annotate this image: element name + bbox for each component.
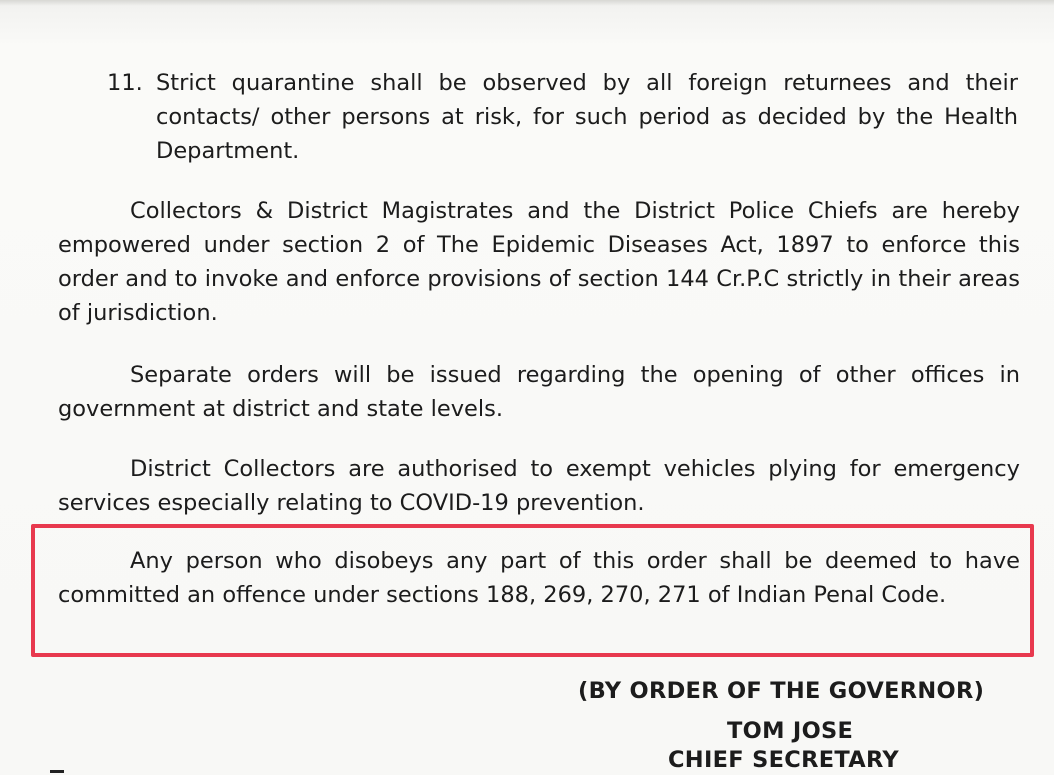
page-mark — [50, 770, 64, 773]
highlight-box — [31, 524, 1034, 657]
item-number: 11. — [107, 70, 143, 96]
signature-title: CHIEF SECRETARY — [668, 747, 899, 773]
paragraph-separate-orders: Separate orders will be issued regarding the opening of other offices in government at district and state levels. — [58, 362, 1020, 422]
page-top-edge — [0, 0, 1054, 6]
signature-name: TOM JOSE — [727, 718, 854, 744]
paragraph-enforcement: Collectors & District Magistrates and the District Police Chiefs are hereby empowered under section 2 of The Epidemic Diseases Act, 1897 to enforce this order and to invoke and enforce provisions of section 144 Cr.P.C strictly in their areas of jurisdiction. — [58, 198, 1020, 326]
signature-order-line: (BY ORDER OF THE GOVERNOR) — [578, 678, 985, 704]
paragraph-vehicle-exemption: District Collectors are authorised to exempt vehicles plying for emergency services especially relating to COVID-19 prevention. — [58, 456, 1020, 516]
item-text: Strict quarantine shall be observed by all foreign returnees and their contacts/ other persons at risk, for such period as decided by the Health Department. — [156, 70, 1018, 164]
paragraph-penalty: Any person who disobeys any part of this order shall be deemed to have committed an offence under sections 188, 269, 270, 271 of Indian Penal Code. — [58, 548, 1020, 608]
